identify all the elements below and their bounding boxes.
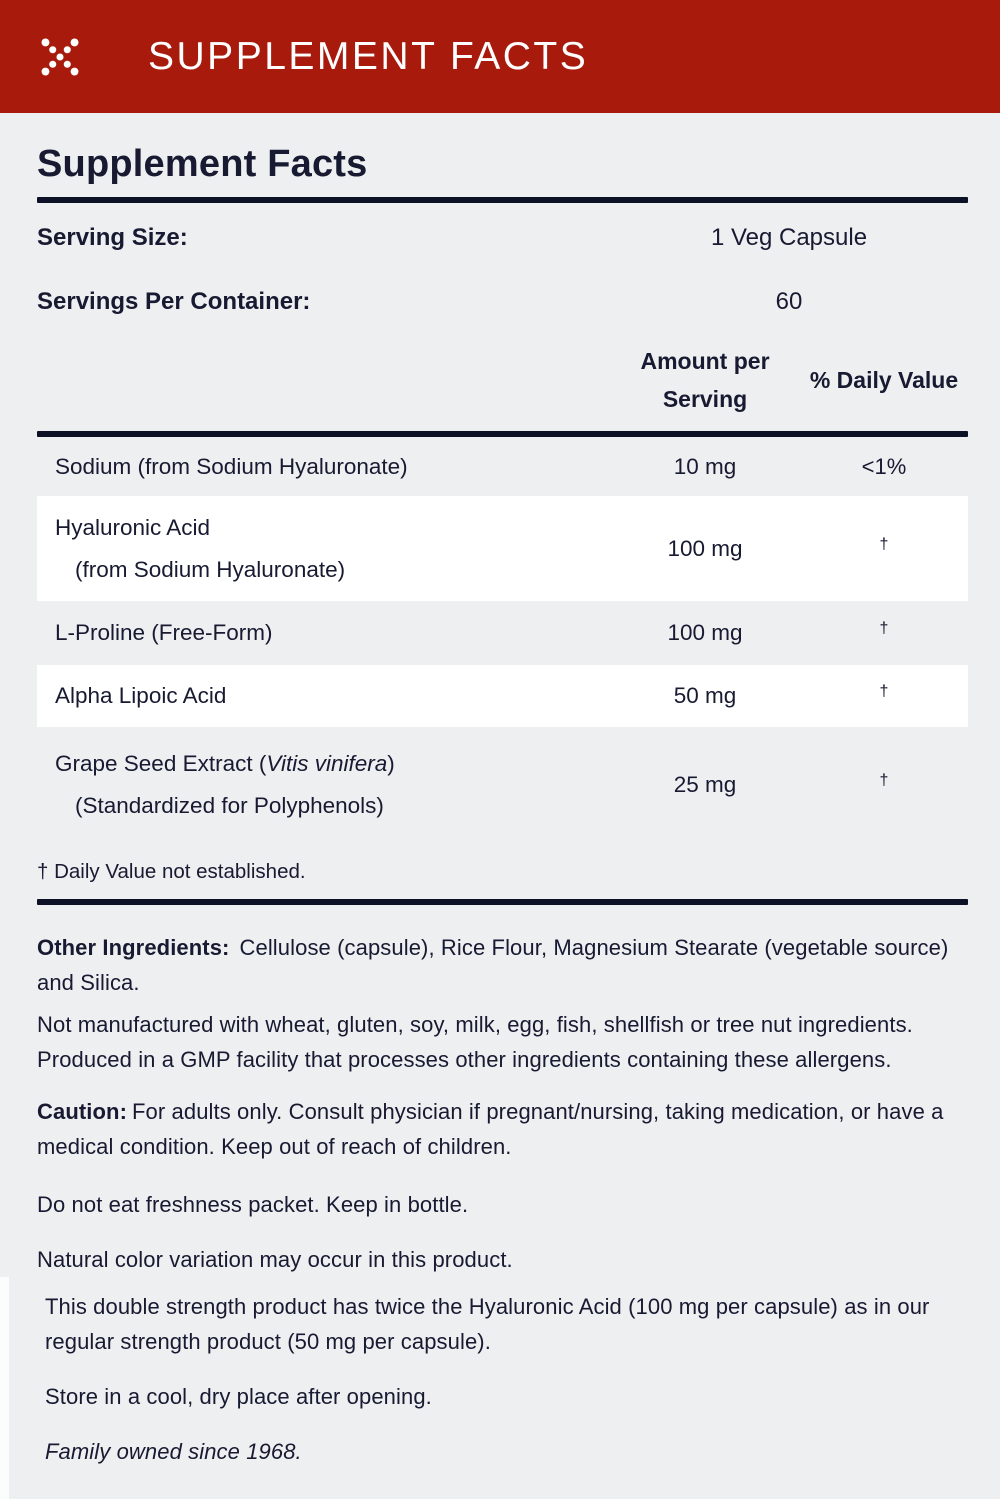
servings-per-container-label: Servings Per Container: <box>37 288 311 315</box>
ingredient-name-subtext: (Standardized for Polyphenols) <box>75 792 384 818</box>
table-header-spacer <box>37 342 610 418</box>
storage-paragraph: Store in a cool, dry place after opening. <box>45 1384 432 1409</box>
ingredient-daily-value <box>800 727 968 842</box>
supplement-facts-panel <box>0 143 1000 1469</box>
ingredient-amount: 100 mg <box>667 620 743 645</box>
ingredient-name-text: L-Proline (Free-Form) <box>55 620 273 646</box>
table-row-sodium <box>37 437 968 496</box>
serving-size-value: 1 Veg Capsule <box>710 224 868 251</box>
column-header-daily-value: % Daily Value <box>809 366 959 393</box>
dagger-symbol: † <box>879 771 889 789</box>
table-row-hyaluronic-acid <box>37 496 968 601</box>
double-strength-paragraph: This double strength product has twice the Hyaluronic Acid (100 mg per capsule) as in our regular strength product (50 mg per capsule). <box>45 1294 930 1354</box>
servings-per-container-value: 60 <box>775 288 803 315</box>
ingredient-name-subtext: (from Sodium Hyaluronate) <box>75 556 346 582</box>
table-row-l-proline <box>37 601 968 665</box>
table-header <box>37 342 968 418</box>
caution-paragraph <box>37 1094 968 1164</box>
ingredient-amount: 10 mg <box>673 453 737 479</box>
dagger-symbol: † <box>879 620 889 637</box>
ingredient-name-text: Grape Seed Extract (Vitis vinifera) <box>55 750 395 776</box>
serving-size-row <box>37 224 968 252</box>
other-ingredients-text: Cellulose (capsule), Rice Flour, Magnesium Stearate (vegetable source) and Silica. <box>37 935 949 995</box>
freshness-paragraph: Do not eat freshness packet. Keep in bottle. <box>37 1192 469 1217</box>
amount-header-line1: Amount per <box>640 348 770 374</box>
daily-value-footnote: † Daily Value not established. <box>37 860 306 883</box>
left-edge-strip <box>0 1277 9 1499</box>
caution-label: Caution: <box>37 1099 128 1124</box>
latin-name: Vitis vinifera <box>266 750 388 776</box>
column-header-amount <box>610 342 800 418</box>
dagger-symbol: † <box>879 683 889 700</box>
ingredient-amount: 50 mg <box>673 683 737 708</box>
panel-title: Supplement Facts <box>37 143 368 185</box>
ingredient-name <box>37 665 610 727</box>
table-row-alpha-lipoic-acid <box>37 665 968 727</box>
ingredient-name <box>37 437 610 496</box>
divider <box>37 899 968 905</box>
banner-title: SUPPLEMENT FACTS <box>148 34 589 78</box>
ingredient-daily-value <box>800 601 968 665</box>
ingredients-table <box>37 437 968 842</box>
ingredient-daily-value <box>800 665 968 727</box>
dagger-symbol: † <box>879 535 889 553</box>
ingredient-name <box>37 601 610 665</box>
divider <box>37 197 968 203</box>
amount-header-line2: Serving <box>662 386 748 412</box>
ingredient-name <box>37 727 610 842</box>
family-owned-paragraph: Family owned since 1968. <box>45 1439 302 1464</box>
serving-size-label: Serving Size: <box>37 224 188 251</box>
dots-x-icon <box>33 30 87 84</box>
caution-text: For adults only. Consult physician if pregnant/nursing, taking medication, or have a medical condition. Keep out of reach of children. <box>37 1099 944 1159</box>
ingredient-name <box>37 496 610 601</box>
ingredient-amount: 25 mg <box>673 771 737 797</box>
other-ingredients-label: Other Ingredients: <box>37 935 230 960</box>
other-ingredients-paragraph <box>37 930 968 1000</box>
color-variation-paragraph: Natural color variation may occur in this product. <box>37 1247 513 1272</box>
ingredient-daily-value <box>800 496 968 601</box>
ingredient-daily-value: <1% <box>861 453 907 479</box>
supplement-facts-banner <box>0 0 1000 113</box>
allergen-paragraph: Not manufactured with wheat, gluten, soy, milk, egg, fish, shellfish or tree nut ingredients. Produced in a GMP facility that processes other ingredients containing these allergens. <box>37 1012 913 1072</box>
table-row-grape-seed-extract <box>37 727 968 842</box>
ingredient-name-text: Sodium (from Sodium Hyaluronate) <box>55 453 408 479</box>
ingredient-name-text: Hyaluronic Acid <box>55 514 211 540</box>
ingredient-name-text: Alpha Lipoic Acid <box>55 683 227 709</box>
servings-per-container-row <box>37 288 968 316</box>
ingredient-amount: 100 mg <box>667 535 743 561</box>
